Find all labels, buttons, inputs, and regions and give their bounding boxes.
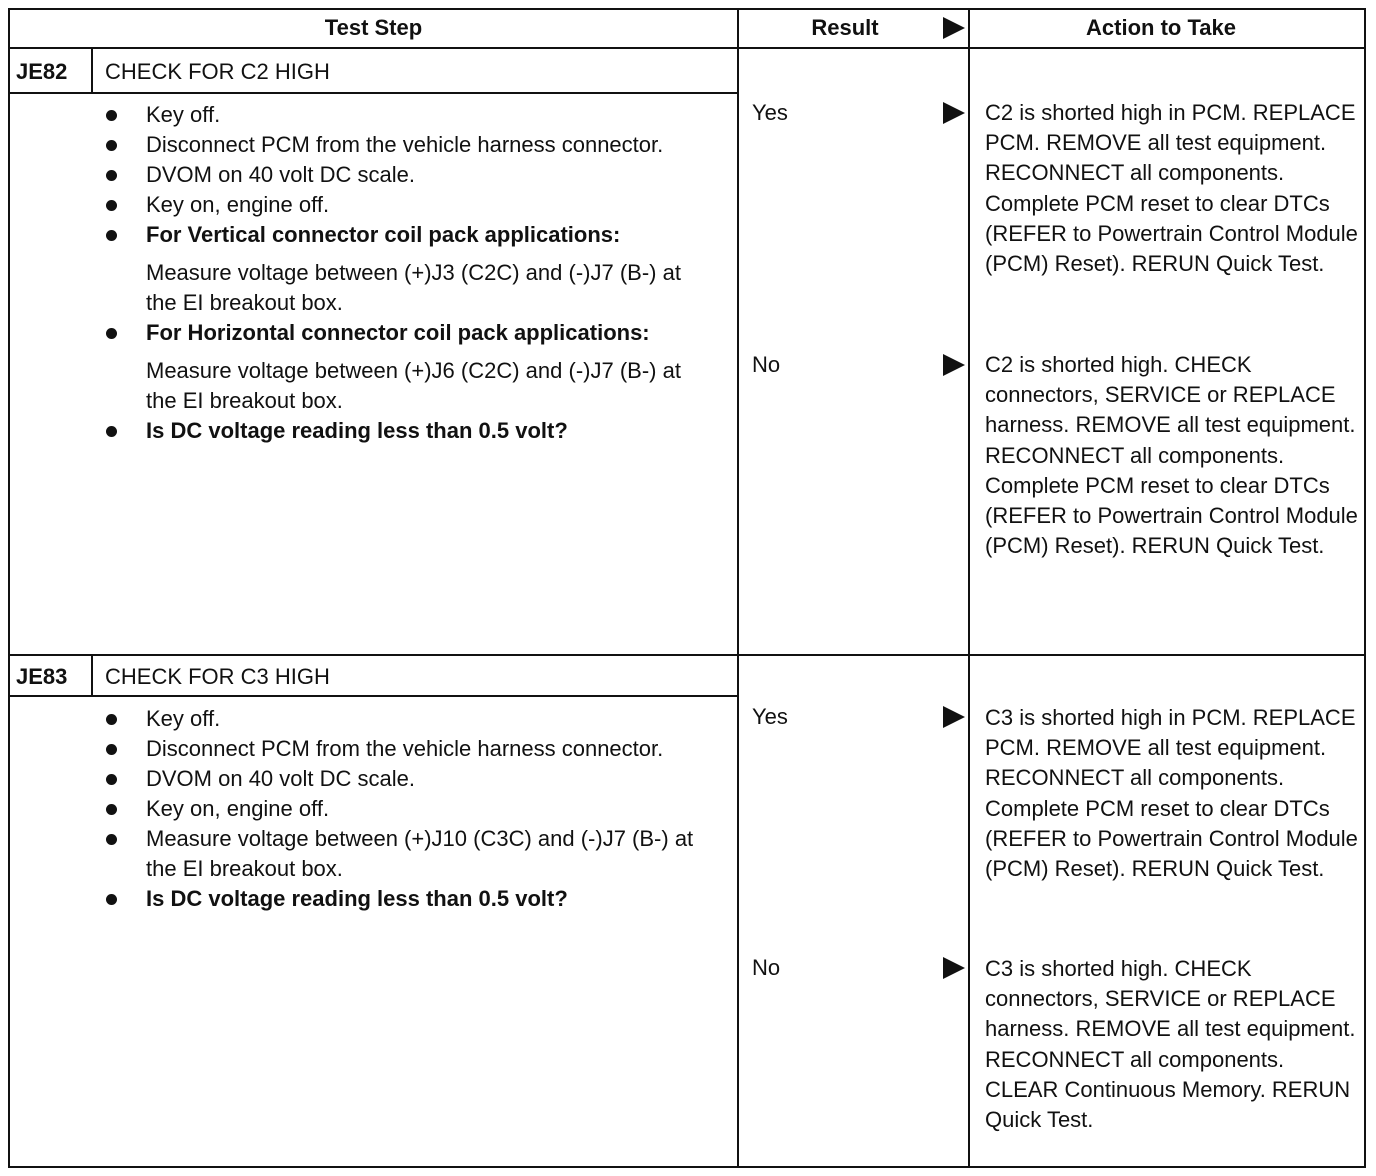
table-bottom-border xyxy=(8,1166,1366,1168)
result-yes: Yes xyxy=(752,100,788,125)
result-no: No xyxy=(752,352,781,377)
instruction-item: Disconnect PCM from the vehicle harness connector. xyxy=(102,130,712,160)
result-arrow-icon xyxy=(943,957,965,979)
result-arrow-icon xyxy=(943,102,965,124)
instruction-item: Key off. xyxy=(102,704,712,734)
action-text: C2 is shorted high. CHECK connectors, SERVICE or REPLACE harness. REMOVE all test equipment. RECONNECT all components. Complete PCM reset to clear DTCs (REFER to Powertrain Control Module (PCM) Reset). RERUN Quick Test. xyxy=(985,352,1358,559)
action-column-left-border xyxy=(968,8,970,1168)
instruction-item: For Vertical connector coil pack applications: xyxy=(102,220,712,250)
instruction-item: Is DC voltage reading less than 0.5 volt? xyxy=(102,884,712,914)
instruction-subitem: Measure voltage between (+)J3 (C2C) and (-)J7 (B-) at the EI breakout box. xyxy=(146,260,681,315)
instruction-item: Key on, engine off. xyxy=(102,794,712,824)
instruction-subitem: Measure voltage between (+)J6 (C2C) and (-)J7 (B-) at the EI breakout box. xyxy=(146,358,681,413)
header-action: Action to Take xyxy=(1086,15,1236,40)
result-arrow-icon xyxy=(943,354,965,376)
step-title-underline xyxy=(8,92,739,94)
step-instructions xyxy=(102,704,712,914)
action-text: C3 is shorted high in PCM. REPLACE PCM. REMOVE all test equipment. RECONNECT all components. Complete PCM reset to clear DTCs (REFER to Powertrain Control Module (PCM) Reset). RERUN Quick Test. xyxy=(985,705,1358,882)
result-column-left-border xyxy=(737,8,739,1168)
header-arrow-icon xyxy=(943,17,965,39)
table-right-border xyxy=(1364,8,1366,1168)
action-text: C3 is shorted high. CHECK connectors, SERVICE or REPLACE harness. REMOVE all test equipment. RECONNECT all components. CLEAR Continuous Memory. RERUN Quick Test. xyxy=(985,956,1356,1133)
instruction-item: Measure voltage between (+)J10 (C3C) and (-)J7 (B-) at the EI breakout box. xyxy=(102,824,712,884)
instruction-item: Key on, engine off. xyxy=(102,190,712,220)
result-arrow-icon xyxy=(943,706,965,728)
instruction-item: DVOM on 40 volt DC scale. xyxy=(102,160,712,190)
instruction-item: For Horizontal connector coil pack applications: xyxy=(102,318,712,348)
result-no: No xyxy=(752,955,781,980)
step-title: CHECK FOR C2 HIGH xyxy=(105,59,330,84)
instruction-item: DVOM on 40 volt DC scale. xyxy=(102,764,712,794)
result-yes: Yes xyxy=(752,704,788,729)
step-title: CHECK FOR C3 HIGH xyxy=(105,664,330,689)
action-text: C2 is shorted high in PCM. REPLACE PCM. REMOVE all test equipment. RECONNECT all components. Complete PCM reset to clear DTCs (REFER to Powertrain Control Module (PCM) Reset). RERUN Quick Test. xyxy=(985,100,1358,277)
step-instructions xyxy=(102,100,712,446)
header-test-step: Test Step xyxy=(324,15,423,40)
step-title-underline xyxy=(8,695,739,697)
step-code: JE83 xyxy=(16,664,68,689)
header-result: Result xyxy=(811,15,879,40)
step-code: JE82 xyxy=(16,59,68,84)
instruction-item: Key off. xyxy=(102,100,712,130)
instruction-item: Disconnect PCM from the vehicle harness connector. xyxy=(102,734,712,764)
instruction-item: Is DC voltage reading less than 0.5 volt? xyxy=(102,416,712,446)
row-divider xyxy=(8,654,1366,656)
step-code-divider xyxy=(91,654,93,697)
table-left-border xyxy=(8,8,10,1168)
step-code-divider xyxy=(91,47,93,93)
